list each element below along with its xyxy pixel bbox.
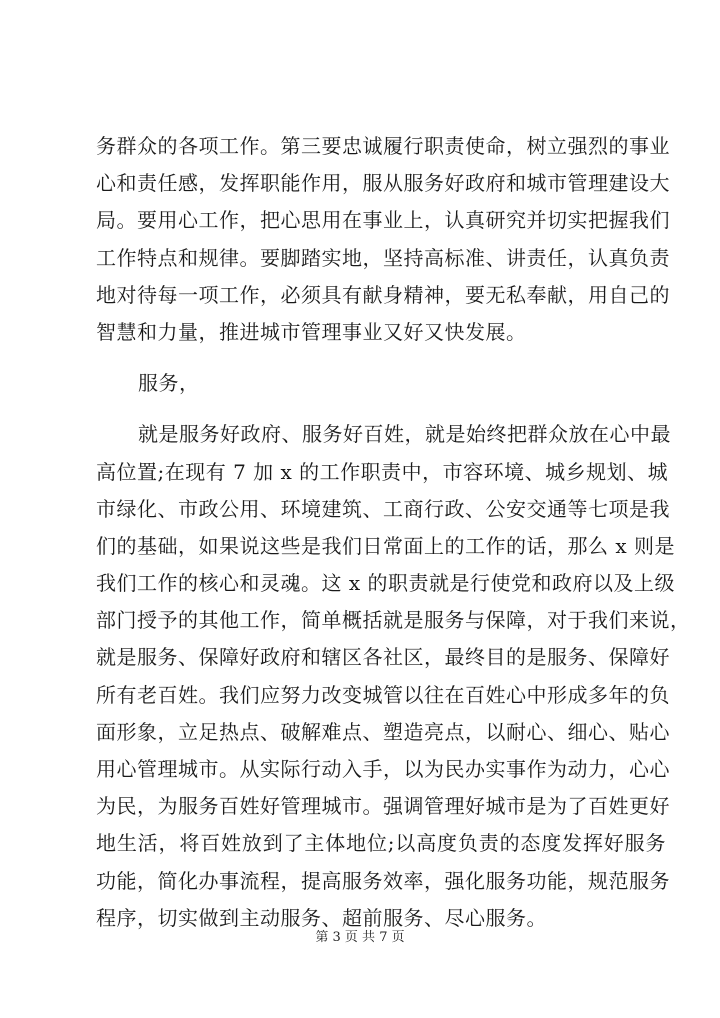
text-line: 用心管理城市。从实际行动入手，以为民办实事作为动力，心心 xyxy=(96,757,670,781)
text-line: 们的基础，如果说这些是我们日常面上的工作的话，那么 x 则是 xyxy=(96,533,675,558)
text-line: 智慧和力量，推进城市管理事业又好又快发展。 xyxy=(96,319,527,344)
text-line: 务群众的各项工作。第三要忠诚履行职责使命，树立强烈的事业 xyxy=(96,134,670,158)
text-line: 地对待每一项工作，必须具有献身精神，要无私奉献，用自己的 xyxy=(96,282,670,307)
text-line: 市绿化、市政公用、环境建筑、工商行政、公安交通等七项是我 xyxy=(96,496,670,521)
text-line: 我们工作的核心和灵魂。这 x 的职责就是行使党和政府以及上级 xyxy=(96,571,675,596)
text-line: 所有老百姓。我们应努力改变城管以往在百姓心中形成多年的负 xyxy=(96,682,670,707)
text-line: 高位置;在现有 7 加 x 的工作职责中，市容环境、城乡规划、城 xyxy=(96,459,669,484)
text-line: 就是服务、保障好政府和辖区各社区，最终目的是服务、保障好 xyxy=(96,645,670,670)
text-line: 心和责任感，发挥职能作用，服从服务好政府和城市管理建设大 xyxy=(96,171,670,196)
paragraph-continuation xyxy=(96,128,670,351)
text-line: 部门授予的其他工作，简单概括就是服务与保障，对于我们来说， xyxy=(96,608,691,633)
text-line: 地生活，将百姓放到了主体地位;以高度负责的态度发挥好服务 xyxy=(96,831,666,856)
text-line: 局。要用心工作，把心思用在事业上，认真研究并切实把握我们 xyxy=(96,208,670,233)
text-line: 工作特点和规律。要脚踏实地，坚持高标准、讲责任，认真负责 xyxy=(96,245,670,270)
text-line: 程序，切实做到主动服务、超前服务、尽心服务。 xyxy=(96,905,547,930)
text-line: 为民，为服务百姓好管理城市。强调管理好城市是为了百姓更好 xyxy=(96,794,670,819)
document-body xyxy=(96,128,691,937)
text-line: 服务， xyxy=(138,371,200,396)
paragraph-service-heading xyxy=(96,365,666,402)
paragraph-service-body xyxy=(96,416,691,937)
paragraph-spacer xyxy=(96,351,666,365)
paragraph-spacer xyxy=(96,402,666,416)
text-line: 面形象，立足热点、破解难点、塑造亮点，以耐心、细心、贴心 xyxy=(96,719,670,744)
text-line: 就是服务好政府、服务好百姓，就是始终把群众放在心中最 xyxy=(138,422,671,447)
page-number-footer: 第 3 页 共 7 页 xyxy=(315,930,405,945)
text-line: 功能，简化办事流程，提高服务效率，强化服务功能，规范服务 xyxy=(96,868,670,893)
